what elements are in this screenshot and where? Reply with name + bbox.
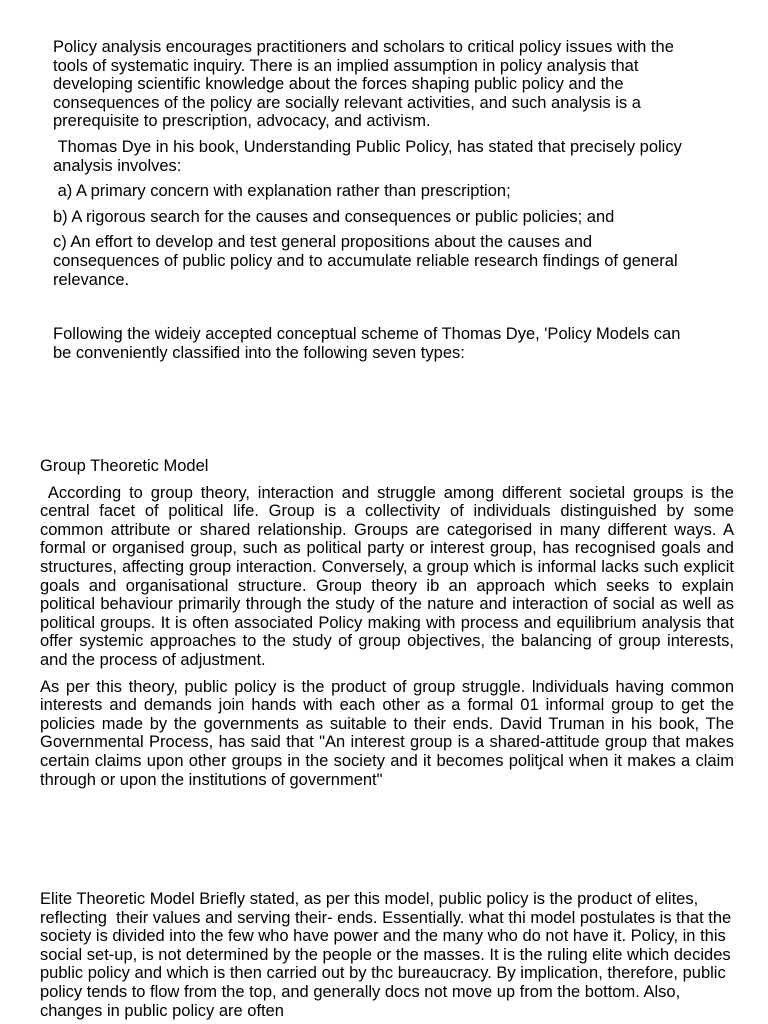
group-theoretic-model-section bbox=[40, 457, 739, 797]
group-theory-paragraph-1: According to group theory, interaction and struggle among different societal groups is the central facet of political life. Group is a collectivity of individuals distinguished by some common attribute or shared relationship. Groups are categorised in many different ways. A formal or organised group, such as political party or interest group, has recognised goals and structures, affecting group interaction. Conversely, a group which is informal lacks such explicit goals and organisational structure. Group theory ib an approach which seeks to explain political behaviour primarily through the study of the nature and interaction of social as well as political groups. It is often associated Policy making with process and equilibrium analysis that offer systemic approaches to the study of group objectives, the balancing of group interests, and the process of adjustment. bbox=[40, 483, 739, 669]
elite-theoretic-model-section bbox=[40, 890, 740, 1024]
list-item-a: a) A primary concern with explanation rather than prescription; bbox=[53, 182, 511, 201]
dye-statement-paragraph: Thomas Dye in his book, Understanding Public Policy, has stated that precisely policy analysis involves: bbox=[53, 137, 687, 175]
policy-models-section bbox=[53, 325, 686, 362]
policy-analysis-intro-paragraph: Policy analysis encourages practitioners and scholars to critical policy issues with the tools of systematic inquiry. There is an implied assumption in policy analysis that developing scientific knowledge about the forces shaping public policy and the consequences of the policy are socially relevant activities, and such analysis is a prerequisite to prescription, advocacy, and activism. bbox=[53, 38, 679, 131]
list-item-c: c) An effort to develop and test general propositions about the causes and consequences of public policy and to accumulate reliable research findings of general relevance. bbox=[53, 233, 683, 289]
elite-model-paragraph: Elite Theoretic Model Briefly stated, as per this model, public policy is the product of elites, reflecting their values and serving their- ends. Essentially. what thi model postulates is that the society is divided into the few who have power and the many who do not have it. Policy, in this social set-up, is not determined by the people or the masses. It is the ruling elite which decides public policy and which is then carried out by thc bureaucracy. By implication, therefore, public policy tends to flow from the top, and generally docs not move up from the bottom. Also, changes in public policy are often bbox=[40, 890, 736, 1020]
list-item-b: b) A rigorous search for the causes and consequences or public policies; and bbox=[53, 207, 615, 226]
group-theory-paragraph-2: As per this theory, public policy is the product of group struggle. lndividuals having common interests and demands join hands with each other as a formal 01 informal group to get the policies made by the governments as suitable to their ends. David Truman in his book, The Governmental Process, has said that "An interest group is a shared-attitude group that makes certain claims upon other groups in the society and it becomes politjcal when it makes a claim through or upon the institutions of government" bbox=[40, 677, 739, 789]
policy-analysis-section bbox=[53, 38, 687, 296]
group-theoretic-model-heading: Group Theoretic Model bbox=[40, 457, 209, 475]
policy-models-paragraph: Following the wideiy accepted conceptual scheme of Thomas Dye, 'Policy Models can be conveniently classified into the following seven types: bbox=[53, 325, 686, 362]
